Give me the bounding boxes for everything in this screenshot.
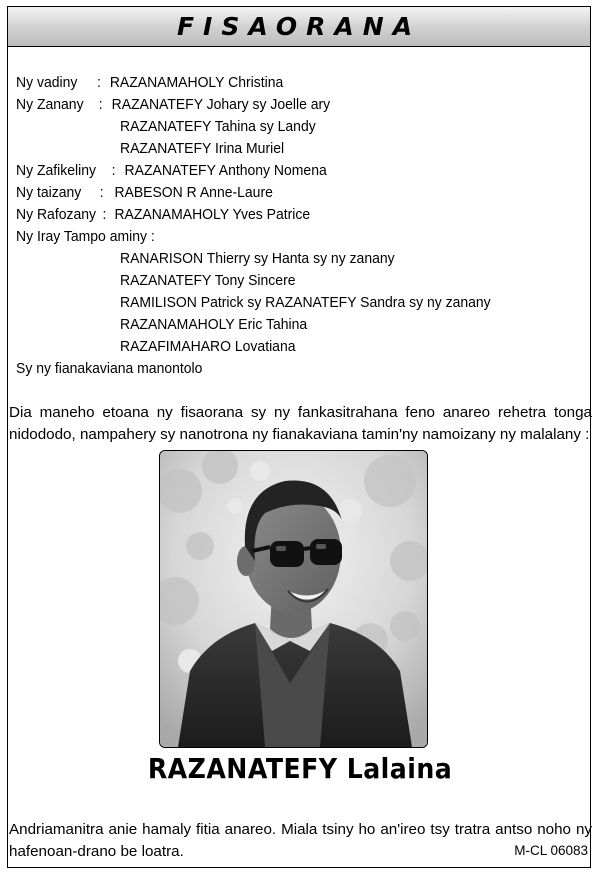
iray-tampo-line <box>16 226 155 248</box>
reference-code: M-CL 06083 <box>514 843 588 858</box>
iray-tampo-name: RAZANAMAHOLY Eric Tahina <box>120 316 308 333</box>
zanany-name: RAZANATEFY Tahina sy Landy <box>120 118 316 135</box>
header-bar <box>8 7 590 47</box>
taizany-name: RABESON R Anne-Laure <box>114 184 273 201</box>
taizany-label: Ny taizany <box>16 184 82 201</box>
zafikeliny-line <box>16 160 327 182</box>
iray-tampo-item <box>120 336 295 358</box>
rafozany-line <box>16 204 310 226</box>
iray-tampo-name: RANARISON Thierry sy Hanta sy ny zanany <box>120 250 395 267</box>
portrait-illustration <box>160 451 427 747</box>
iray-tampo-name: RAZANATEFY Tony Sincere <box>120 272 296 289</box>
zanany-line <box>120 138 284 160</box>
iray-tampo-item <box>120 292 491 314</box>
thanks-paragraph: Dia maneho etoana ny fisaorana sy ny fankasitrahana feno anareo rehetra tonga nidododo, nampahery sy nanotrona ny fianakaviana tamin'ny namoizany ny malalany : <box>9 404 592 443</box>
zafikeliny-label: Ny Zafikeliny <box>16 162 96 179</box>
vadiny-label: Ny vadiny <box>16 74 78 91</box>
zanany-label: Ny Zanany <box>16 96 84 113</box>
zanany-line <box>120 116 316 138</box>
deceased-name: RAZANATEFY Lalaina <box>147 752 453 785</box>
zafikeliny-name: RAZANATEFY Anthony Nomena <box>124 162 327 179</box>
iray-tampo-item <box>120 248 395 270</box>
zanany-line <box>16 94 330 116</box>
fianakaviana-line <box>16 358 202 380</box>
iray-tampo-name: RAZAFIMAHARO Lovatiana <box>120 338 296 355</box>
taizany-line <box>16 182 273 204</box>
iray-tampo-label: Ny Iray Tampo aminy : <box>16 228 155 245</box>
iray-tampo-item <box>120 270 296 292</box>
zanany-name: RAZANATEFY Irina Muriel <box>120 140 285 157</box>
vadiny-line <box>16 72 283 94</box>
iray-tampo-item <box>120 314 307 336</box>
zanany-name: RAZANATEFY Johary sy Joelle ary <box>111 96 331 113</box>
rafozany-name: RAZANAMAHOLY Yves Patrice <box>114 206 311 223</box>
taizany-separator: : <box>99 184 104 201</box>
rafozany-separator: : <box>102 206 107 223</box>
blessing-paragraph: Andriamanitra anie hamaly fitia anareo. Miala tsiny ho an'ireo tsy tratra antso noho ny hafenoan-drano be loatra. <box>9 821 592 860</box>
zafikeliny-separator: : <box>111 162 116 179</box>
fianakaviana-closing: Sy ny fianakaviana manontolo <box>16 360 203 377</box>
iray-tampo-name: RAMILISON Patrick sy RAZANATEFY Sandra sy ny zanany <box>120 294 491 311</box>
portrait-photo <box>159 450 428 748</box>
vadiny-separator: : <box>96 74 101 91</box>
rafozany-label: Ny Rafozany <box>16 206 96 223</box>
zanany-separator: : <box>98 96 103 113</box>
header-title: FISAORANA <box>176 12 422 41</box>
vadiny-name: RAZANAMAHOLY Christina <box>109 74 284 91</box>
